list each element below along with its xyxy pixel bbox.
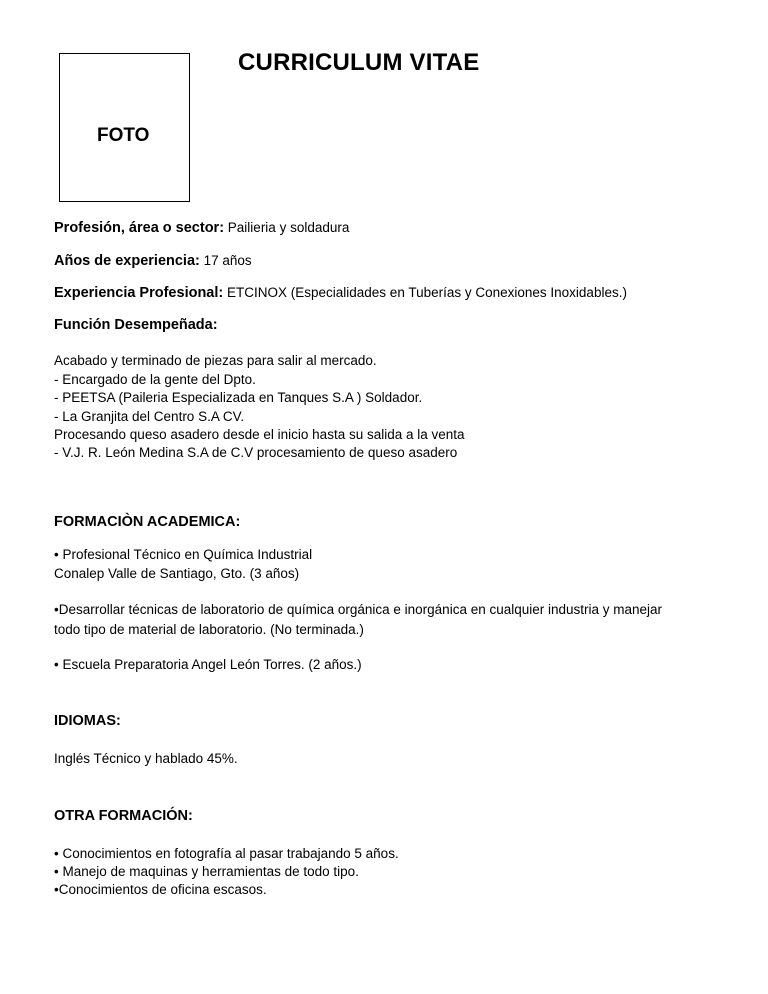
photo-placeholder: [59, 53, 190, 202]
profession-field: [54, 219, 349, 237]
languages-line: Inglés Técnico y hablado 45%.: [54, 751, 238, 766]
education-line: todo tipo de material de laboratorio. (No terminada.): [54, 622, 364, 637]
other-training-heading: OTRA FORMACIÓN:: [54, 808, 193, 824]
education-line: •Desarrollar técnicas de laboratorio de química orgánica e inorgánica en cualquier industria y manejar: [54, 602, 663, 617]
function-line: - V.J. R. León Medina S.A de C.V procesamiento de queso asadero: [54, 445, 458, 460]
function-line: Procesando queso asadero desde el inicio hasta su salida a la venta: [54, 427, 465, 442]
other-training-line: • Conocimientos en fotografía al pasar trabajando 5 años.: [54, 846, 399, 861]
experience-label: Experiencia Profesional:: [54, 285, 224, 301]
years-value: 17 años: [203, 253, 252, 268]
function-line: Acabado y terminado de piezas para salir al mercado.: [54, 353, 377, 368]
education-line: • Profesional Técnico en Química Industrial: [54, 547, 313, 562]
function-line: - Encargado de la gente del Dpto.: [54, 372, 256, 387]
photo-label: FOTO: [97, 125, 150, 146]
education-heading: FORMACIÒN ACADEMICA:: [54, 514, 241, 530]
experience-field: [54, 284, 627, 302]
years-label: Años de experiencia:: [54, 253, 200, 269]
profession-label: Profesión, área o sector:: [54, 220, 225, 236]
other-training-line: •Conocimientos de oficina escasos.: [54, 882, 267, 897]
other-training-line: • Manejo de maquinas y herramientas de todo tipo.: [54, 864, 359, 879]
education-line: • Escuela Preparatoria Angel León Torres. (2 años.): [54, 657, 362, 672]
function-heading: Función Desempeñada:: [54, 317, 218, 333]
languages-heading: IDIOMAS:: [54, 713, 121, 729]
education-line: Conalep Valle de Santiago, Gto. (3 años): [54, 566, 300, 581]
function-line: - La Granjita del Centro S.A CV.: [54, 409, 245, 424]
document-title: CURRICULUM VITAE: [238, 49, 480, 76]
profession-value: Pailieria y soldadura: [227, 220, 350, 235]
experience-value: ETCINOX (Especialidades en Tuberías y Conexiones Inoxidables.): [227, 285, 627, 300]
years-field: [54, 252, 252, 270]
function-line: - PEETSA (Paileria Especializada en Tanques S.A ) Soldador.: [54, 390, 423, 405]
